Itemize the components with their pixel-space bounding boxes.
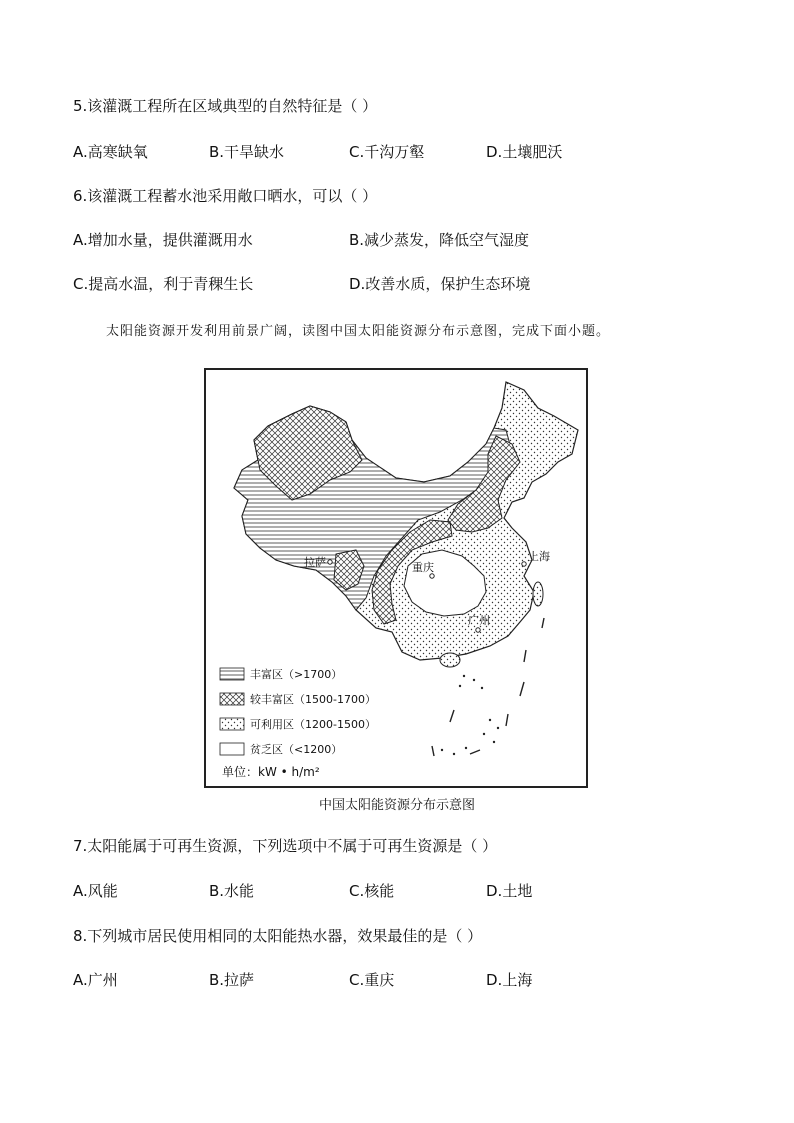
taiwan-island xyxy=(533,582,543,606)
question-6-option-d[interactable]: D.改善水质，保护生态环境 xyxy=(349,275,531,293)
question-8-option-c[interactable]: C.重庆 xyxy=(349,971,395,989)
map-legend xyxy=(220,667,376,779)
hainan-island xyxy=(440,653,460,667)
south-china-sea-islands xyxy=(441,675,499,755)
question-6-stem: 6.该灌溉工程蓄水池采用敞口晒水，可以（ ） xyxy=(73,187,378,205)
legend-unit: 单位：kW • h/m² xyxy=(222,765,320,779)
question-7-option-d[interactable]: D.土地 xyxy=(486,882,533,900)
question-6-option-c[interactable]: C.提高水温，利于青稞生长 xyxy=(73,275,254,293)
solar-resource-map xyxy=(204,368,588,788)
question-7-option-c[interactable]: C.核能 xyxy=(349,882,395,900)
legend-rich-label: 丰富区（>1700） xyxy=(250,668,343,681)
city-label-chongqing: 重庆 xyxy=(412,561,434,574)
question-5-option-d[interactable]: D.土壤肥沃 xyxy=(486,143,563,161)
question-6-option-a[interactable]: A.增加水量，提供灌溉用水 xyxy=(73,231,253,249)
question-7-option-b[interactable]: B.水能 xyxy=(209,882,255,900)
question-8-stem: 8.下列城市居民使用相同的太阳能热水器，效果最佳的是（ ） xyxy=(73,927,483,945)
reading-intro: 太阳能资源开发利用前景广阔，读图中国太阳能资源分布示意图，完成下面小题。 xyxy=(106,324,611,339)
legend-usable-label: 可利用区（1200-1500） xyxy=(250,718,376,731)
question-5-option-a[interactable]: A.高寒缺氧 xyxy=(73,143,148,161)
question-7-stem: 7.太阳能属于可再生资源，下列选项中不属于可再生资源是（ ） xyxy=(73,837,498,855)
city-label-guangzhou: 广州 xyxy=(468,614,490,627)
question-5-stem: 5.该灌溉工程所在区域典型的自然特征是（ ） xyxy=(73,97,378,115)
map-caption: 中国太阳能资源分布示意图 xyxy=(318,798,475,813)
question-8-option-d[interactable]: D.上海 xyxy=(486,971,533,989)
question-8-option-a[interactable]: A.广州 xyxy=(73,971,118,989)
question-6-option-b[interactable]: B.减少蒸发，降低空气湿度 xyxy=(349,231,530,249)
legend-relatively-rich-label: 较丰富区（1500-1700） xyxy=(250,693,376,706)
question-8-option-b[interactable]: B.拉萨 xyxy=(209,971,255,989)
city-label-lhasa: 拉萨 xyxy=(304,556,326,569)
city-label-shanghai: 上海 xyxy=(528,550,550,563)
question-5-option-c[interactable]: C.千沟万壑 xyxy=(349,143,425,161)
legend-poor-label: 贫乏区（<1200） xyxy=(250,743,343,756)
question-5-option-b[interactable]: B.干旱缺水 xyxy=(209,143,285,161)
question-7-option-a[interactable]: A.风能 xyxy=(73,882,118,900)
